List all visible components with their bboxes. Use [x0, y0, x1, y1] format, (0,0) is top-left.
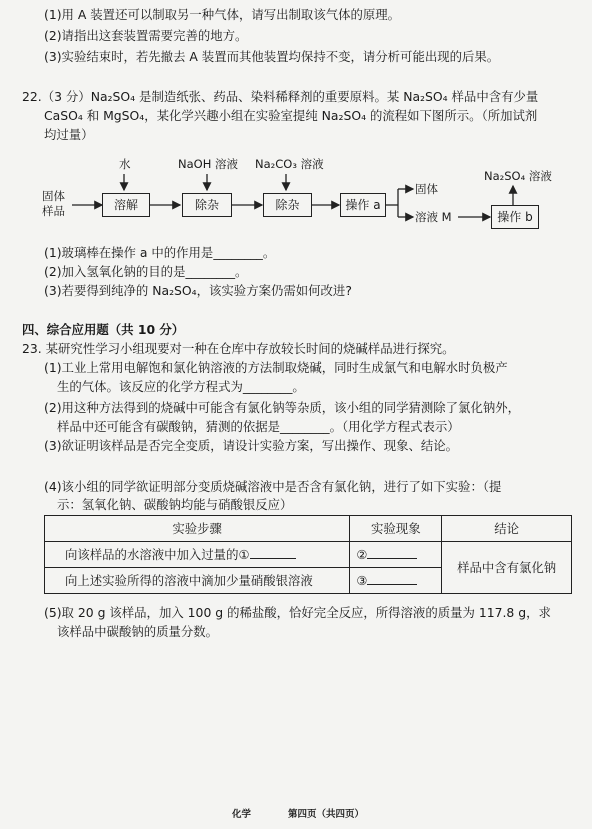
q23-stem: 23. 某研究性学习小组现要对一种在仓库中存放较长时间的烧碱样品进行探究。 — [22, 341, 455, 356]
flow-input-label: 样品 — [42, 204, 65, 218]
observation-marker: ② — [356, 547, 368, 562]
answer-blank — [367, 546, 417, 559]
answer-blank — [250, 546, 296, 559]
q23-part1-line2: 生的气体。该反应的化学方程式为________。 — [57, 379, 305, 394]
table-cell-observation — [350, 542, 442, 568]
q23-part4-line2: 示：氢氧化钠、碳酸钠均能与硝酸银反应） — [57, 497, 293, 512]
q23-part5-line1: (5)取 20 g 该样品，加入 100 g 的稀盐酸，恰好完全反应，所得溶液的质量为 117.8 g，求 — [44, 605, 551, 620]
table-header-cell: 实验现象 — [350, 516, 442, 542]
flow-final-product: Na₂SO₄ 溶液 — [484, 169, 552, 183]
q23-part1-line1: (1)工业上常用电解饱和氯化钠溶液的方法制取烧碱，同时生成氯气和电解水时负极产 — [44, 360, 508, 375]
flow-output-solid: 固体 — [415, 182, 438, 196]
flow-output-solution: 溶液 M — [415, 210, 452, 224]
q22-sub3: (3)若要得到纯净的 Na₂SO₄，该实验方案仍需如何改进? — [44, 283, 352, 298]
flow-step-impurity-2: 除杂 — [263, 193, 312, 217]
table-header-cell: 结论 — [442, 516, 572, 542]
section-heading: 四、综合应用题（共 10 分） — [22, 322, 185, 337]
question-line: (3)实验结束时，若先撤去 A 装置而其他装置均保持不变，请分析可能出现的后果。 — [44, 49, 500, 64]
table-row — [45, 542, 572, 568]
table-cell-step — [45, 568, 350, 594]
answer-blank — [367, 572, 417, 585]
table-cell-observation — [350, 568, 442, 594]
reagent-water: 水 — [119, 157, 131, 171]
observation-marker: ③ — [356, 573, 368, 588]
footer-subject: 化学 — [232, 809, 252, 820]
q22-stem-line3: 均过量） — [44, 127, 94, 142]
q23-part4-line1: (4)该小组的同学欲证明部分变质烧碱溶液中是否含有氯化钠，进行了如下实验：（提 — [44, 479, 502, 494]
table-cell-conclusion: 样品中含有氯化钠 — [442, 542, 572, 594]
experiment-table — [44, 515, 572, 594]
q22-sub2: (2)加入氢氧化钠的目的是________。 — [44, 264, 248, 279]
q22-stem-line2: CaSO₄ 和 MgSO₄，某化学兴趣小组在实验室提纯 Na₂SO₄ 的流程如下图所示。（所加试剂 — [44, 108, 538, 123]
footer-page-number: 第四页（共四页） — [288, 809, 365, 820]
flow-input-label: 固体 — [42, 189, 65, 203]
flow-step-impurity-1: 除杂 — [182, 193, 232, 217]
step-text: 向上述实验所得的溶液中滴加少量硝酸银溶液 — [65, 573, 313, 588]
q23-part3: (3)欲证明该样品是否完全变质，请设计实验方案，写出操作、现象、结论。 — [44, 438, 459, 453]
table-header-row — [45, 516, 572, 542]
reagent-na2co3: Na₂CO₃ 溶液 — [255, 157, 324, 171]
q23-part2-line2: 样品中还可能含有碳酸钠，猜测的依据是________。（用化学方程式表示） — [57, 419, 460, 434]
table-header-cell: 实验步骤 — [45, 516, 350, 542]
reagent-naoh: NaOH 溶液 — [178, 157, 239, 171]
q22-stem-line1: 22.（3 分）Na₂SO₄ 是制造纸张、药品、染料稀释剂的重要原料。某 Na₂SO₄ 样品中含有少量 — [22, 89, 539, 104]
flow-step-operation-a: 操作 a — [340, 193, 386, 217]
question-line: (1)用 A 装置还可以制取另一种气体，请写出制取该气体的原理。 — [44, 7, 401, 22]
question-line: (2)请指出这套装置需要完善的地方。 — [44, 28, 248, 43]
flow-step-operation-b: 操作 b — [491, 205, 539, 229]
q23-part2-line1: (2)用这种方法得到的烧碱中可能含有氯化钠等杂质，该小组的同学猜测除了氯化钠外， — [44, 400, 521, 415]
step-text: 向该样品的水溶液中加入过量的① — [65, 547, 250, 562]
flow-step-dissolve: 溶解 — [102, 193, 150, 217]
table-cell-step — [45, 542, 350, 568]
q22-sub1: (1)玻璃棒在操作 a 中的作用是________。 — [44, 245, 276, 260]
q23-part5-line2: 该样品中碳酸钠的质量分数。 — [57, 624, 219, 639]
